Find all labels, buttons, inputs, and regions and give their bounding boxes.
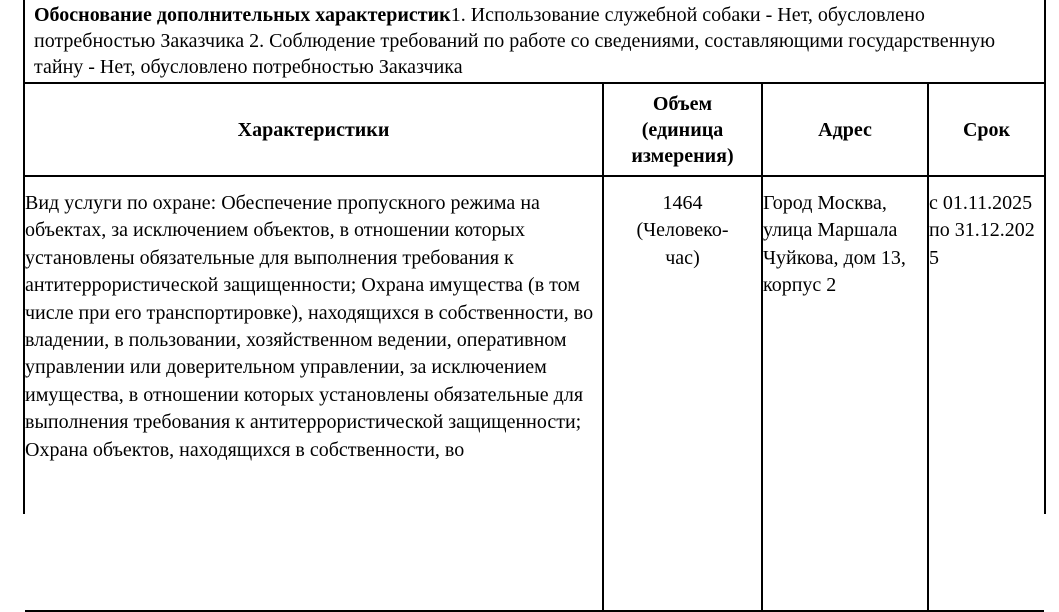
header-volume: Объем (единица измерения)	[603, 84, 762, 176]
cell-volume	[603, 176, 762, 611]
characteristics-text: Вид услуги по охране: Обеспечение пропускного режима на объектах, за исключением объектов, в отношении которых установлены обязательные для выполнения требования к антитеррористической защищенности; Охрана имущества (в том числе при его транспортировке), находящихся в собственности, во владении, в пользовании, хозяйственном ведении, оперативном управлении или доверительном управлении, за исключением имущества, в отношении которых установлены обязательные для выполнения требования к антитеррористической защищенности; Охрана объектов, находящихся в собственности, во	[25, 192, 594, 461]
table-row	[25, 176, 1044, 611]
term-text: с 01.11.2025 по 31.12.2025	[929, 192, 1035, 269]
cell-address	[762, 176, 928, 611]
additional-characteristics-justification	[25, 0, 1044, 84]
service-characteristics-table	[25, 84, 1044, 612]
justification-text: 1. Использование служебной собаки - Нет, обусловлено потребностью Заказчика 2. Соблюдение требований по работе со сведениями, составляющими государственную тайну - Нет, обусловлено потребностью Заказчика	[34, 4, 996, 78]
document-page	[23, 0, 1046, 514]
table-header-row	[25, 84, 1044, 176]
cell-term	[928, 176, 1044, 611]
header-characteristics: Характеристики	[25, 84, 603, 176]
justification-title: Обоснование дополнительных характеристик	[34, 4, 451, 26]
cell-characteristics	[25, 176, 603, 611]
address-text: Город Москва, улица Маршала Чуйкова, дом 13, корпус 2	[763, 192, 906, 297]
header-term: Срок	[928, 84, 1044, 176]
volume-text: 1464 (Человеко-час)	[636, 192, 729, 269]
header-address: Адрес	[762, 84, 928, 176]
